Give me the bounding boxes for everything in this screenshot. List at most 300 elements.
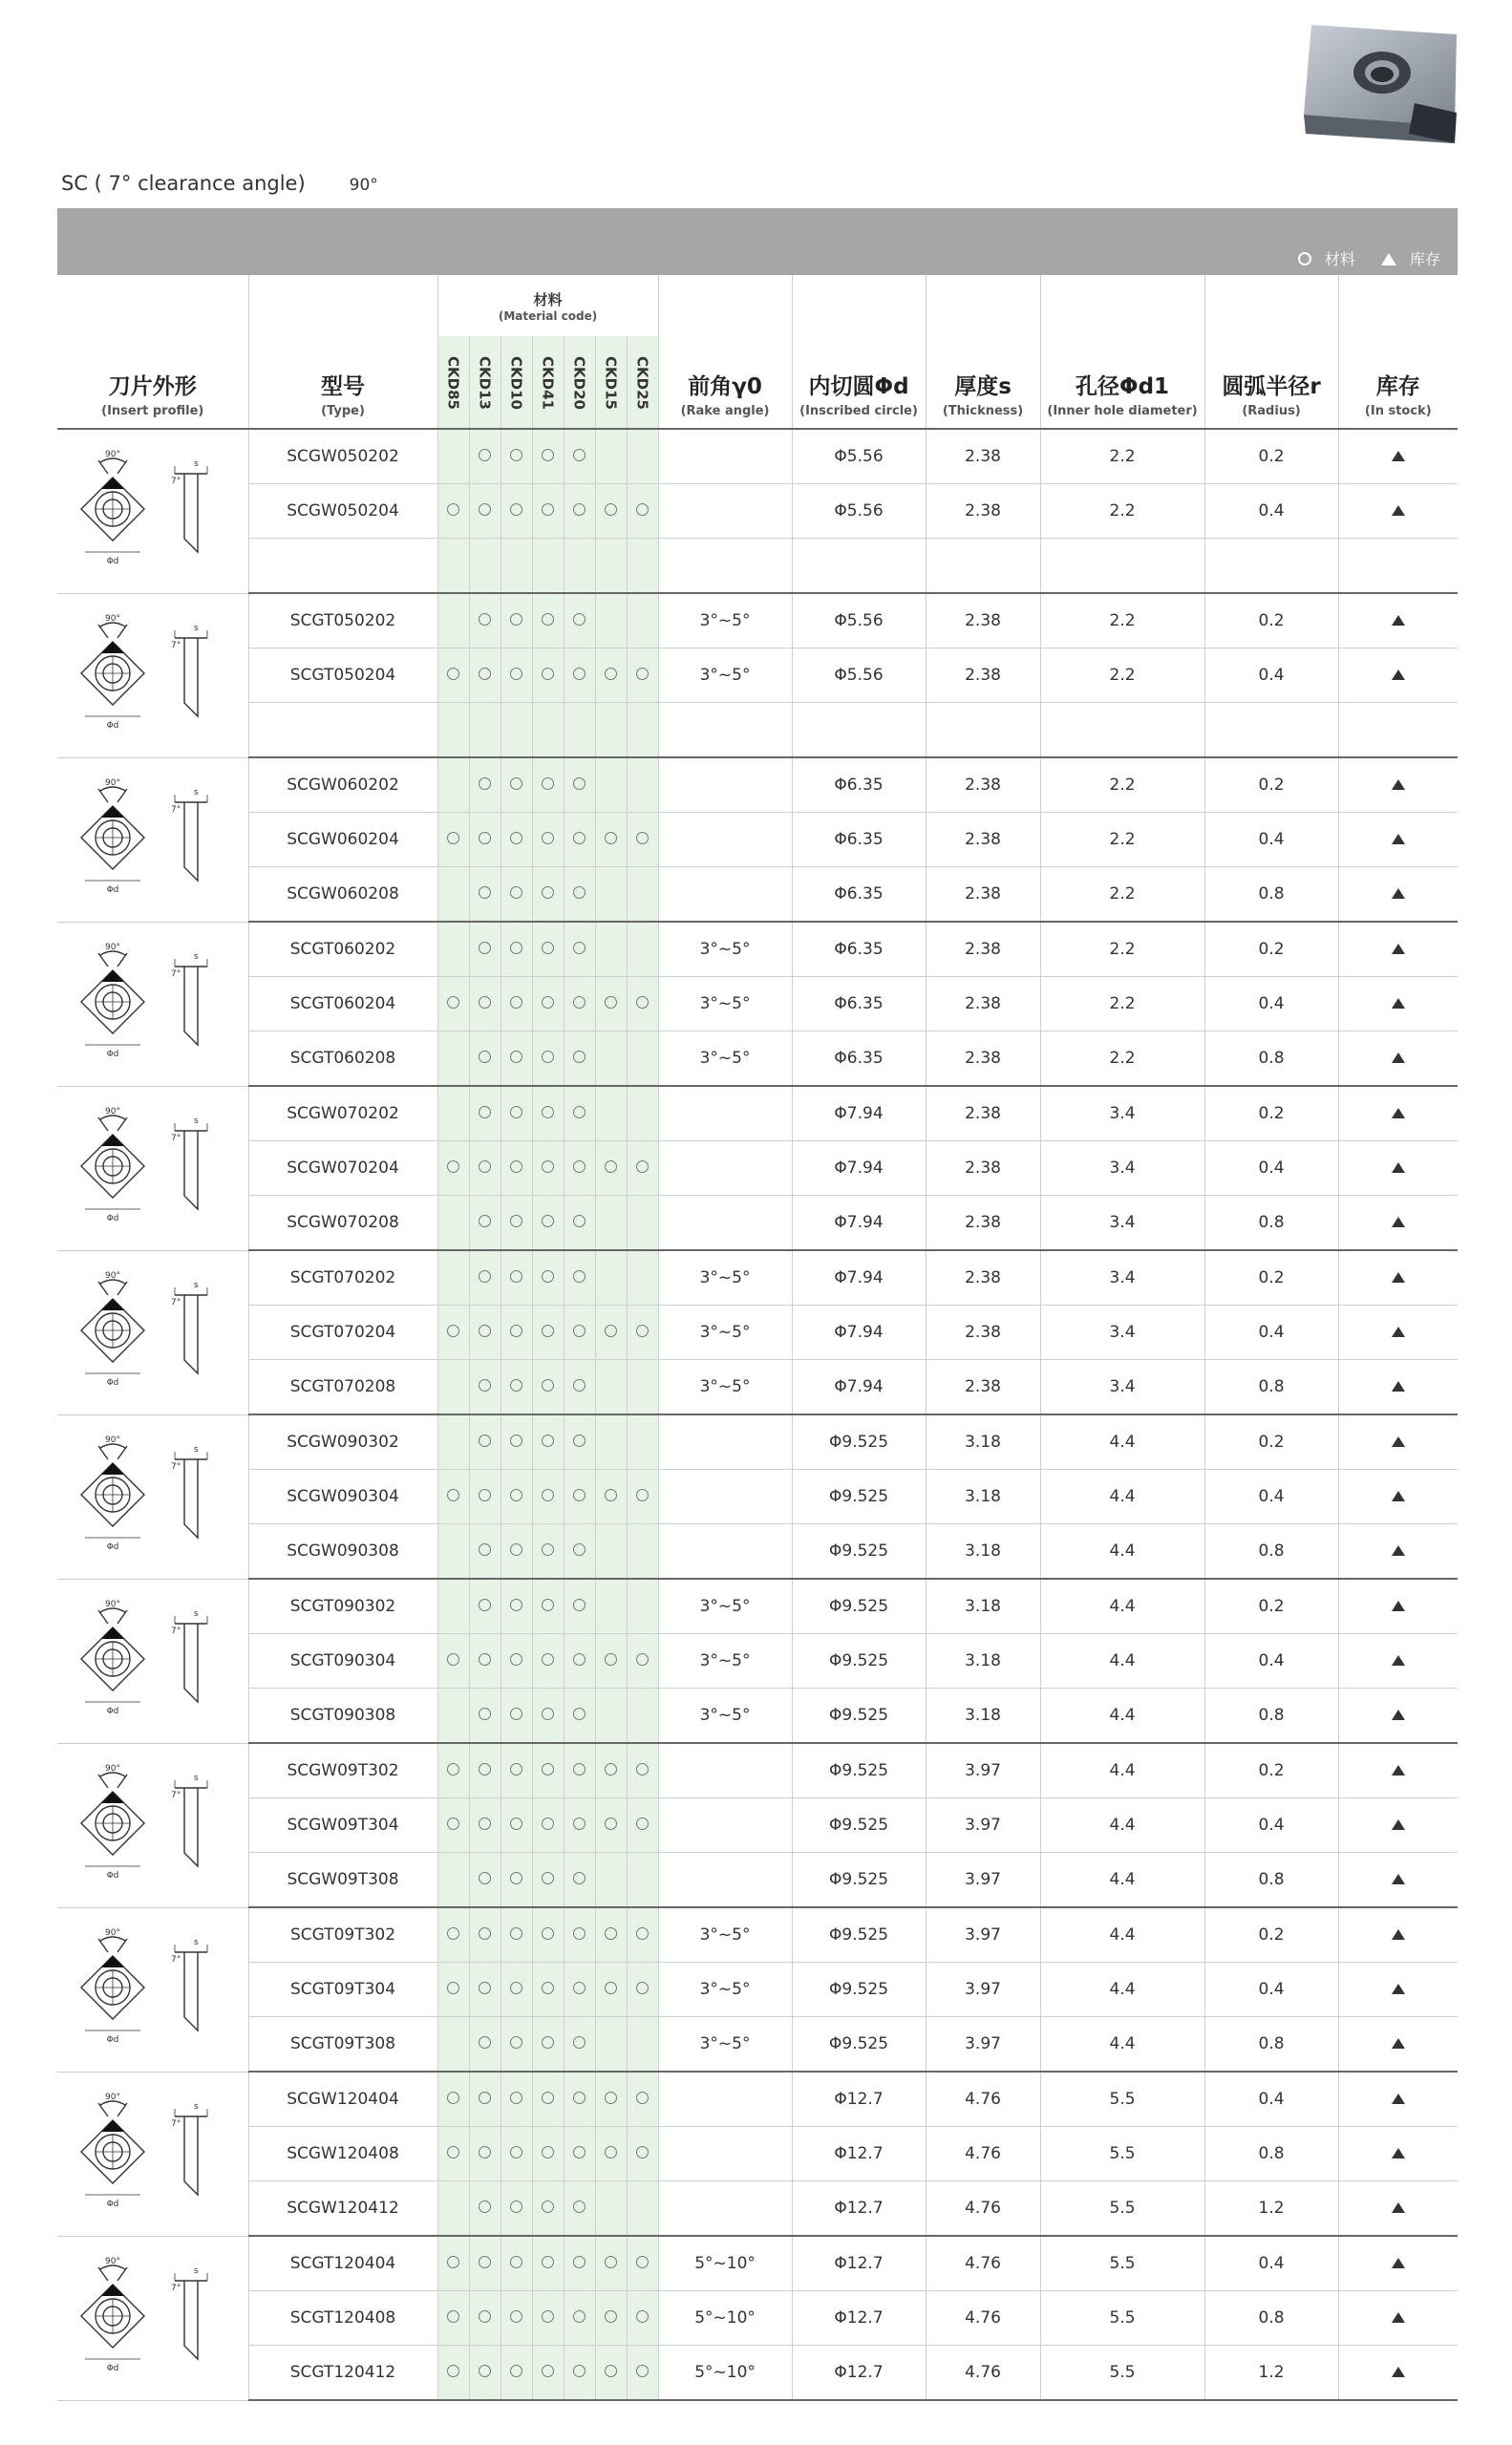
material-cell (532, 484, 564, 539)
thickness-cell: 2.38 (926, 648, 1040, 703)
material-available-icon (542, 2146, 554, 2158)
material-available-icon (479, 1379, 491, 1392)
in-stock-icon (1392, 1819, 1405, 1830)
in-stock-icon (1392, 2258, 1405, 2268)
material-available-icon (542, 2036, 554, 2049)
material-cell (595, 1414, 627, 1470)
thickness-cell: 2.38 (926, 1031, 1040, 1087)
material-available-icon (510, 668, 522, 680)
material-cell (595, 1306, 627, 1360)
legend-material: 材料 (1324, 250, 1355, 268)
type-cell: SCGT090302 (248, 1579, 437, 1634)
material-cell (564, 813, 595, 867)
profile-s-label: s (193, 1609, 199, 1619)
hole-cell: 2.2 (1040, 867, 1204, 923)
profile-s-label: s (193, 788, 199, 797)
material-cell (469, 2017, 500, 2073)
rake-cell (658, 757, 792, 813)
type-cell: SCGT060202 (248, 922, 437, 977)
material-available-icon (447, 1489, 459, 1501)
rake-cell: 3°~5° (658, 1634, 792, 1689)
material-cell (595, 867, 627, 923)
material-cell (500, 1963, 532, 2017)
material-cell (469, 429, 500, 484)
hole-cell: 4.4 (1040, 1907, 1204, 1963)
material-cell (500, 1798, 532, 1853)
radius-cell: 0.8 (1204, 867, 1338, 923)
material-cell (500, 1196, 532, 1251)
material-cell (500, 2236, 532, 2291)
radius-cell: 0.2 (1204, 1579, 1338, 1634)
type-cell: SCGW090308 (248, 1524, 437, 1580)
material-available-icon (510, 2146, 522, 2158)
insert-profile-cell (57, 1250, 248, 1414)
material-available-icon (573, 1653, 586, 1666)
material-cell (627, 1031, 658, 1087)
material-available-icon (447, 2146, 459, 2158)
material-available-icon (542, 942, 554, 954)
material-available-icon (542, 996, 554, 1009)
material-cell (627, 2236, 658, 2291)
stock-cell (1338, 2017, 1458, 2073)
stock-cell (1338, 1963, 1458, 2017)
in-stock-icon (1392, 1381, 1405, 1392)
material-cell (595, 2236, 627, 2291)
material-cell (532, 593, 564, 648)
material-available-icon (573, 668, 586, 680)
circle-cell: Φ7.94 (792, 1306, 926, 1360)
material-cell (595, 1470, 627, 1524)
thickness-cell: 4.76 (926, 2346, 1040, 2401)
circle-cell: Φ9.525 (792, 1963, 926, 2017)
insert-profile-drawing (72, 768, 234, 911)
material-available-icon (510, 942, 522, 954)
insert-profile-drawing (72, 1096, 234, 1240)
circle-cell: Φ9.525 (792, 2017, 926, 2073)
material-cell (627, 1689, 658, 1744)
radius-cell: 0.8 (1204, 1689, 1338, 1744)
material-available-icon (605, 1927, 617, 1940)
material-available-icon (636, 1160, 649, 1173)
radius-cell: 0.8 (1204, 1524, 1338, 1580)
material-cell (437, 1250, 469, 1306)
table-row (57, 1086, 1458, 1141)
material-cell (532, 1798, 564, 1853)
stock-cell (1338, 1634, 1458, 1689)
circle-cell: Φ9.525 (792, 1798, 926, 1853)
material-cell (532, 1853, 564, 1908)
profile-d-label: Φd (106, 721, 119, 731)
in-stock-icon (1392, 2202, 1405, 2213)
circle-cell: Φ6.35 (792, 813, 926, 867)
material-available-icon (605, 1763, 617, 1775)
table-row (57, 2236, 1458, 2291)
material-cell (627, 1634, 658, 1689)
material-cell (437, 1196, 469, 1251)
type-cell: SCGT060204 (248, 977, 437, 1031)
material-available-icon (510, 449, 522, 461)
material-available-icon (447, 503, 459, 516)
rake-cell (658, 484, 792, 539)
material-cell (564, 2127, 595, 2181)
rake-cell (658, 1743, 792, 1798)
material-cell (564, 1634, 595, 1689)
type-cell: SCGW060204 (248, 813, 437, 867)
material-cell (532, 757, 564, 813)
material-available-icon (479, 503, 491, 516)
type-cell: SCGT120404 (248, 2236, 437, 2291)
insert-profile-drawing (72, 1754, 234, 1897)
material-cell (437, 1907, 469, 1963)
material-cell (564, 922, 595, 977)
table-row (57, 1579, 1458, 1634)
material-cell (469, 813, 500, 867)
material-available-icon (636, 2365, 649, 2377)
material-cell (627, 1086, 658, 1141)
type-cell: SCGW090304 (248, 1470, 437, 1524)
material-cell (627, 1907, 658, 1963)
stock-cell (1338, 2236, 1458, 2291)
circle-cell: Φ7.94 (792, 1360, 926, 1415)
material-cell (437, 1963, 469, 2017)
material-cell (437, 1360, 469, 1415)
material-available-icon (542, 1215, 554, 1227)
rake-cell: 3°~5° (658, 1250, 792, 1306)
material-cell (532, 1689, 564, 1744)
material-available-icon (542, 1325, 554, 1337)
material-cell (469, 2181, 500, 2237)
material-cell (627, 1196, 658, 1251)
thickness-cell: 2.38 (926, 593, 1040, 648)
material-cell (595, 757, 627, 813)
profile-angle-label: 90° (104, 1764, 120, 1774)
material-cell (532, 2346, 564, 2401)
material-cell (595, 1196, 627, 1251)
material-available-icon (542, 1489, 554, 1501)
material-cell (627, 1250, 658, 1306)
insert-profile-cell (57, 429, 248, 593)
material-cell (469, 922, 500, 977)
material-available-icon (510, 777, 522, 790)
type-cell: SCGT09T308 (248, 2017, 437, 2073)
material-cell (469, 648, 500, 703)
insert-profile-drawing (72, 1918, 234, 2061)
material-available-icon (636, 2092, 649, 2104)
circle-cell: Φ6.35 (792, 922, 926, 977)
radius-cell: 0.4 (1204, 1306, 1338, 1360)
material-cell (627, 1853, 658, 1908)
profile-seven-label: 7° (170, 1298, 181, 1308)
material-cell (595, 2291, 627, 2346)
material-cell (469, 1853, 500, 1908)
material-cell (627, 1141, 658, 1196)
material-available-icon (479, 777, 491, 790)
radius-cell: 0.4 (1204, 813, 1338, 867)
material-available-icon (573, 2256, 586, 2268)
circle-cell: Φ7.94 (792, 1141, 926, 1196)
profile-angle-label: 90° (104, 614, 120, 624)
thickness-cell: 4.76 (926, 2236, 1040, 2291)
profile-seven-label: 7° (170, 969, 181, 979)
insert-profile-cell (57, 1907, 248, 2072)
material-available-icon (573, 2146, 586, 2158)
material-available-icon (573, 2036, 586, 2049)
material-available-icon (479, 1051, 491, 1063)
material-cell (564, 1086, 595, 1141)
material-available-icon (542, 1708, 554, 1720)
circle-cell: Φ9.525 (792, 1907, 926, 1963)
material-available-icon (510, 2200, 522, 2213)
radius-cell: 0.8 (1204, 1031, 1338, 1087)
material-cell (437, 1634, 469, 1689)
type-cell: SCGW09T308 (248, 1853, 437, 1908)
type-cell: SCGW050204 (248, 484, 437, 539)
material-cell (500, 1634, 532, 1689)
material-cell (532, 2236, 564, 2291)
radius-cell: 0.2 (1204, 1086, 1338, 1141)
material-cell (627, 2017, 658, 2073)
insert-profile-drawing (72, 604, 234, 747)
material-available-icon (573, 1599, 586, 1611)
material-available-icon (447, 1653, 459, 1666)
material-available-icon (636, 2310, 649, 2323)
material-available-icon (542, 1543, 554, 1556)
stock-cell (1338, 1579, 1458, 1634)
material-available-icon (605, 2256, 617, 2268)
material-cell (564, 593, 595, 648)
material-available-icon (479, 832, 491, 844)
thickness-cell: 2.38 (926, 429, 1040, 484)
type-cell: SCGW09T304 (248, 1798, 437, 1853)
table-row (57, 1360, 1458, 1415)
profile-angle-label: 90° (104, 778, 120, 788)
circle-cell: Φ6.35 (792, 867, 926, 923)
in-stock-icon (1392, 2367, 1405, 2377)
rake-cell (658, 2181, 792, 2237)
material-code-header: CKD20 (564, 336, 595, 429)
material-available-icon (636, 1489, 649, 1501)
material-available-icon (542, 1435, 554, 1447)
stock-cell (1338, 1250, 1458, 1306)
material-cell (532, 2072, 564, 2127)
material-available-icon (573, 1379, 586, 1392)
hole-cell: 4.4 (1040, 1524, 1204, 1580)
insert-profile-cell (57, 757, 248, 922)
material-available-icon (636, 1325, 649, 1337)
title-angle: 90° (349, 176, 378, 195)
thickness-cell: 3.18 (926, 1579, 1040, 1634)
rake-cell (658, 1524, 792, 1580)
type-cell: SCGW060202 (248, 757, 437, 813)
material-cell (437, 1141, 469, 1196)
material-cell (564, 1798, 595, 1853)
material-available-icon (447, 2310, 459, 2323)
stock-cell (1338, 1196, 1458, 1251)
material-cell (564, 1853, 595, 1908)
type-cell: SCGW120404 (248, 2072, 437, 2127)
thickness-cell: 3.18 (926, 1470, 1040, 1524)
material-cell (469, 1031, 500, 1087)
material-available-icon (510, 2036, 522, 2049)
material-available-icon (573, 2092, 586, 2104)
material-cell (564, 2291, 595, 2346)
profile-s-label: s (193, 1774, 199, 1783)
material-available-icon (447, 1982, 459, 1994)
table-row (57, 2346, 1458, 2401)
material-cell (595, 484, 627, 539)
rake-cell: 3°~5° (658, 1360, 792, 1415)
hole-cell: 5.5 (1040, 2127, 1204, 2181)
material-available-icon (510, 1270, 522, 1283)
material-available-icon (605, 1160, 617, 1173)
material-available-icon (636, 2256, 649, 2268)
page-title (61, 172, 378, 195)
rake-cell (658, 1141, 792, 1196)
material-cell (500, 1414, 532, 1470)
header-rake: 前角γ0 (Rake angle) (658, 275, 792, 429)
rake-cell: 3°~5° (658, 593, 792, 648)
material-available-icon (605, 1325, 617, 1337)
circle-cell: Φ7.94 (792, 1086, 926, 1141)
material-cell (500, 2181, 532, 2237)
radius-cell: 0.4 (1204, 2236, 1338, 2291)
material-available-icon (447, 2092, 459, 2104)
insert-profile-cell (57, 1414, 248, 1579)
thickness-cell: 4.76 (926, 2291, 1040, 2346)
material-cell (500, 1306, 532, 1360)
circle-cell: Φ12.7 (792, 2127, 926, 2181)
radius-cell: 0.4 (1204, 2072, 1338, 2127)
stock-cell (1338, 1524, 1458, 1580)
material-available-icon (510, 1708, 522, 1720)
material-available-icon (573, 996, 586, 1009)
material-cell (564, 977, 595, 1031)
thickness-cell: 2.38 (926, 1196, 1040, 1251)
profile-s-label: s (193, 1445, 199, 1455)
material-available-icon (542, 777, 554, 790)
material-cell (437, 1798, 469, 1853)
profile-s-label: s (193, 1281, 199, 1290)
rake-cell (658, 1470, 792, 1524)
profile-d-label: Φd (106, 1542, 119, 1552)
material-cell (627, 1524, 658, 1580)
material-available-icon (605, 503, 617, 516)
profile-d-label: Φd (106, 1214, 119, 1223)
material-cell (469, 1743, 500, 1798)
material-cell (500, 1086, 532, 1141)
radius-cell: 0.2 (1204, 757, 1338, 813)
profile-angle-label: 90° (104, 1271, 120, 1281)
material-cell (595, 593, 627, 648)
circle-cell: Φ9.525 (792, 1743, 926, 1798)
stock-cell (1338, 2291, 1458, 2346)
material-cell (564, 867, 595, 923)
hole-cell: 4.4 (1040, 1634, 1204, 1689)
hole-cell: 4.4 (1040, 1743, 1204, 1798)
material-available-icon (605, 2092, 617, 2104)
stock-legend-icon (1381, 253, 1396, 266)
thickness-cell: 2.38 (926, 922, 1040, 977)
profile-s-label: s (193, 2102, 199, 2112)
table-row (57, 648, 1458, 703)
hole-cell: 4.4 (1040, 1414, 1204, 1470)
material-cell (627, 1414, 658, 1470)
circle-cell: Φ5.56 (792, 484, 926, 539)
material-cell (437, 1524, 469, 1580)
rake-cell: 3°~5° (658, 1963, 792, 2017)
radius-cell: 0.4 (1204, 1798, 1338, 1853)
material-cell (500, 2346, 532, 2401)
insert-profile-cell (57, 2072, 248, 2236)
material-cell (595, 1141, 627, 1196)
legend (1288, 247, 1440, 269)
material-available-icon (573, 2200, 586, 2213)
profile-s-label: s (193, 1116, 199, 1126)
profile-d-label: Φd (106, 1050, 119, 1059)
material-cell (500, 2072, 532, 2127)
in-stock-icon (1392, 2038, 1405, 2049)
in-stock-icon (1392, 944, 1405, 954)
table-row (57, 1250, 1458, 1306)
material-available-icon (573, 1708, 586, 1720)
stock-cell (1338, 1306, 1458, 1360)
table-row-blank (57, 539, 1458, 594)
material-cell (564, 1743, 595, 1798)
type-cell: SCGT070204 (248, 1306, 437, 1360)
material-available-icon (510, 1818, 522, 1830)
profile-d-label: Φd (106, 557, 119, 567)
material-available-icon (542, 2256, 554, 2268)
material-cell (627, 1470, 658, 1524)
hole-cell: 3.4 (1040, 1086, 1204, 1141)
material-available-icon (510, 1927, 522, 1940)
material-cell (437, 1853, 469, 1908)
material-available-icon (605, 2146, 617, 2158)
rake-cell (658, 813, 792, 867)
material-cell (595, 2017, 627, 2073)
material-cell (595, 1853, 627, 1908)
in-stock-icon (1392, 888, 1405, 899)
rake-cell: 5°~10° (658, 2291, 792, 2346)
thickness-cell: 2.38 (926, 813, 1040, 867)
material-available-icon (636, 2146, 649, 2158)
material-cell (532, 1907, 564, 1963)
material-cell (627, 977, 658, 1031)
circle-cell: Φ12.7 (792, 2072, 926, 2127)
material-cell (627, 648, 658, 703)
material-code-header: CKD25 (627, 336, 658, 429)
material-cell (627, 1963, 658, 2017)
circle-cell: Φ12.7 (792, 2346, 926, 2401)
material-cell (532, 1743, 564, 1798)
in-stock-icon (1392, 615, 1405, 626)
material-cell (469, 2236, 500, 2291)
table-row (57, 922, 1458, 977)
material-available-icon (605, 1653, 617, 1666)
rake-cell: 3°~5° (658, 1031, 792, 1087)
material-cell (627, 2346, 658, 2401)
table-row (57, 1141, 1458, 1196)
material-available-icon (542, 1927, 554, 1940)
hole-cell: 2.2 (1040, 1031, 1204, 1087)
material-cell (564, 2181, 595, 2237)
circle-cell: Φ7.94 (792, 1250, 926, 1306)
material-cell (532, 813, 564, 867)
radius-cell: 0.8 (1204, 2017, 1338, 2073)
material-available-icon (510, 1051, 522, 1063)
material-code-header: CKD13 (469, 336, 500, 429)
in-stock-icon (1392, 779, 1405, 790)
